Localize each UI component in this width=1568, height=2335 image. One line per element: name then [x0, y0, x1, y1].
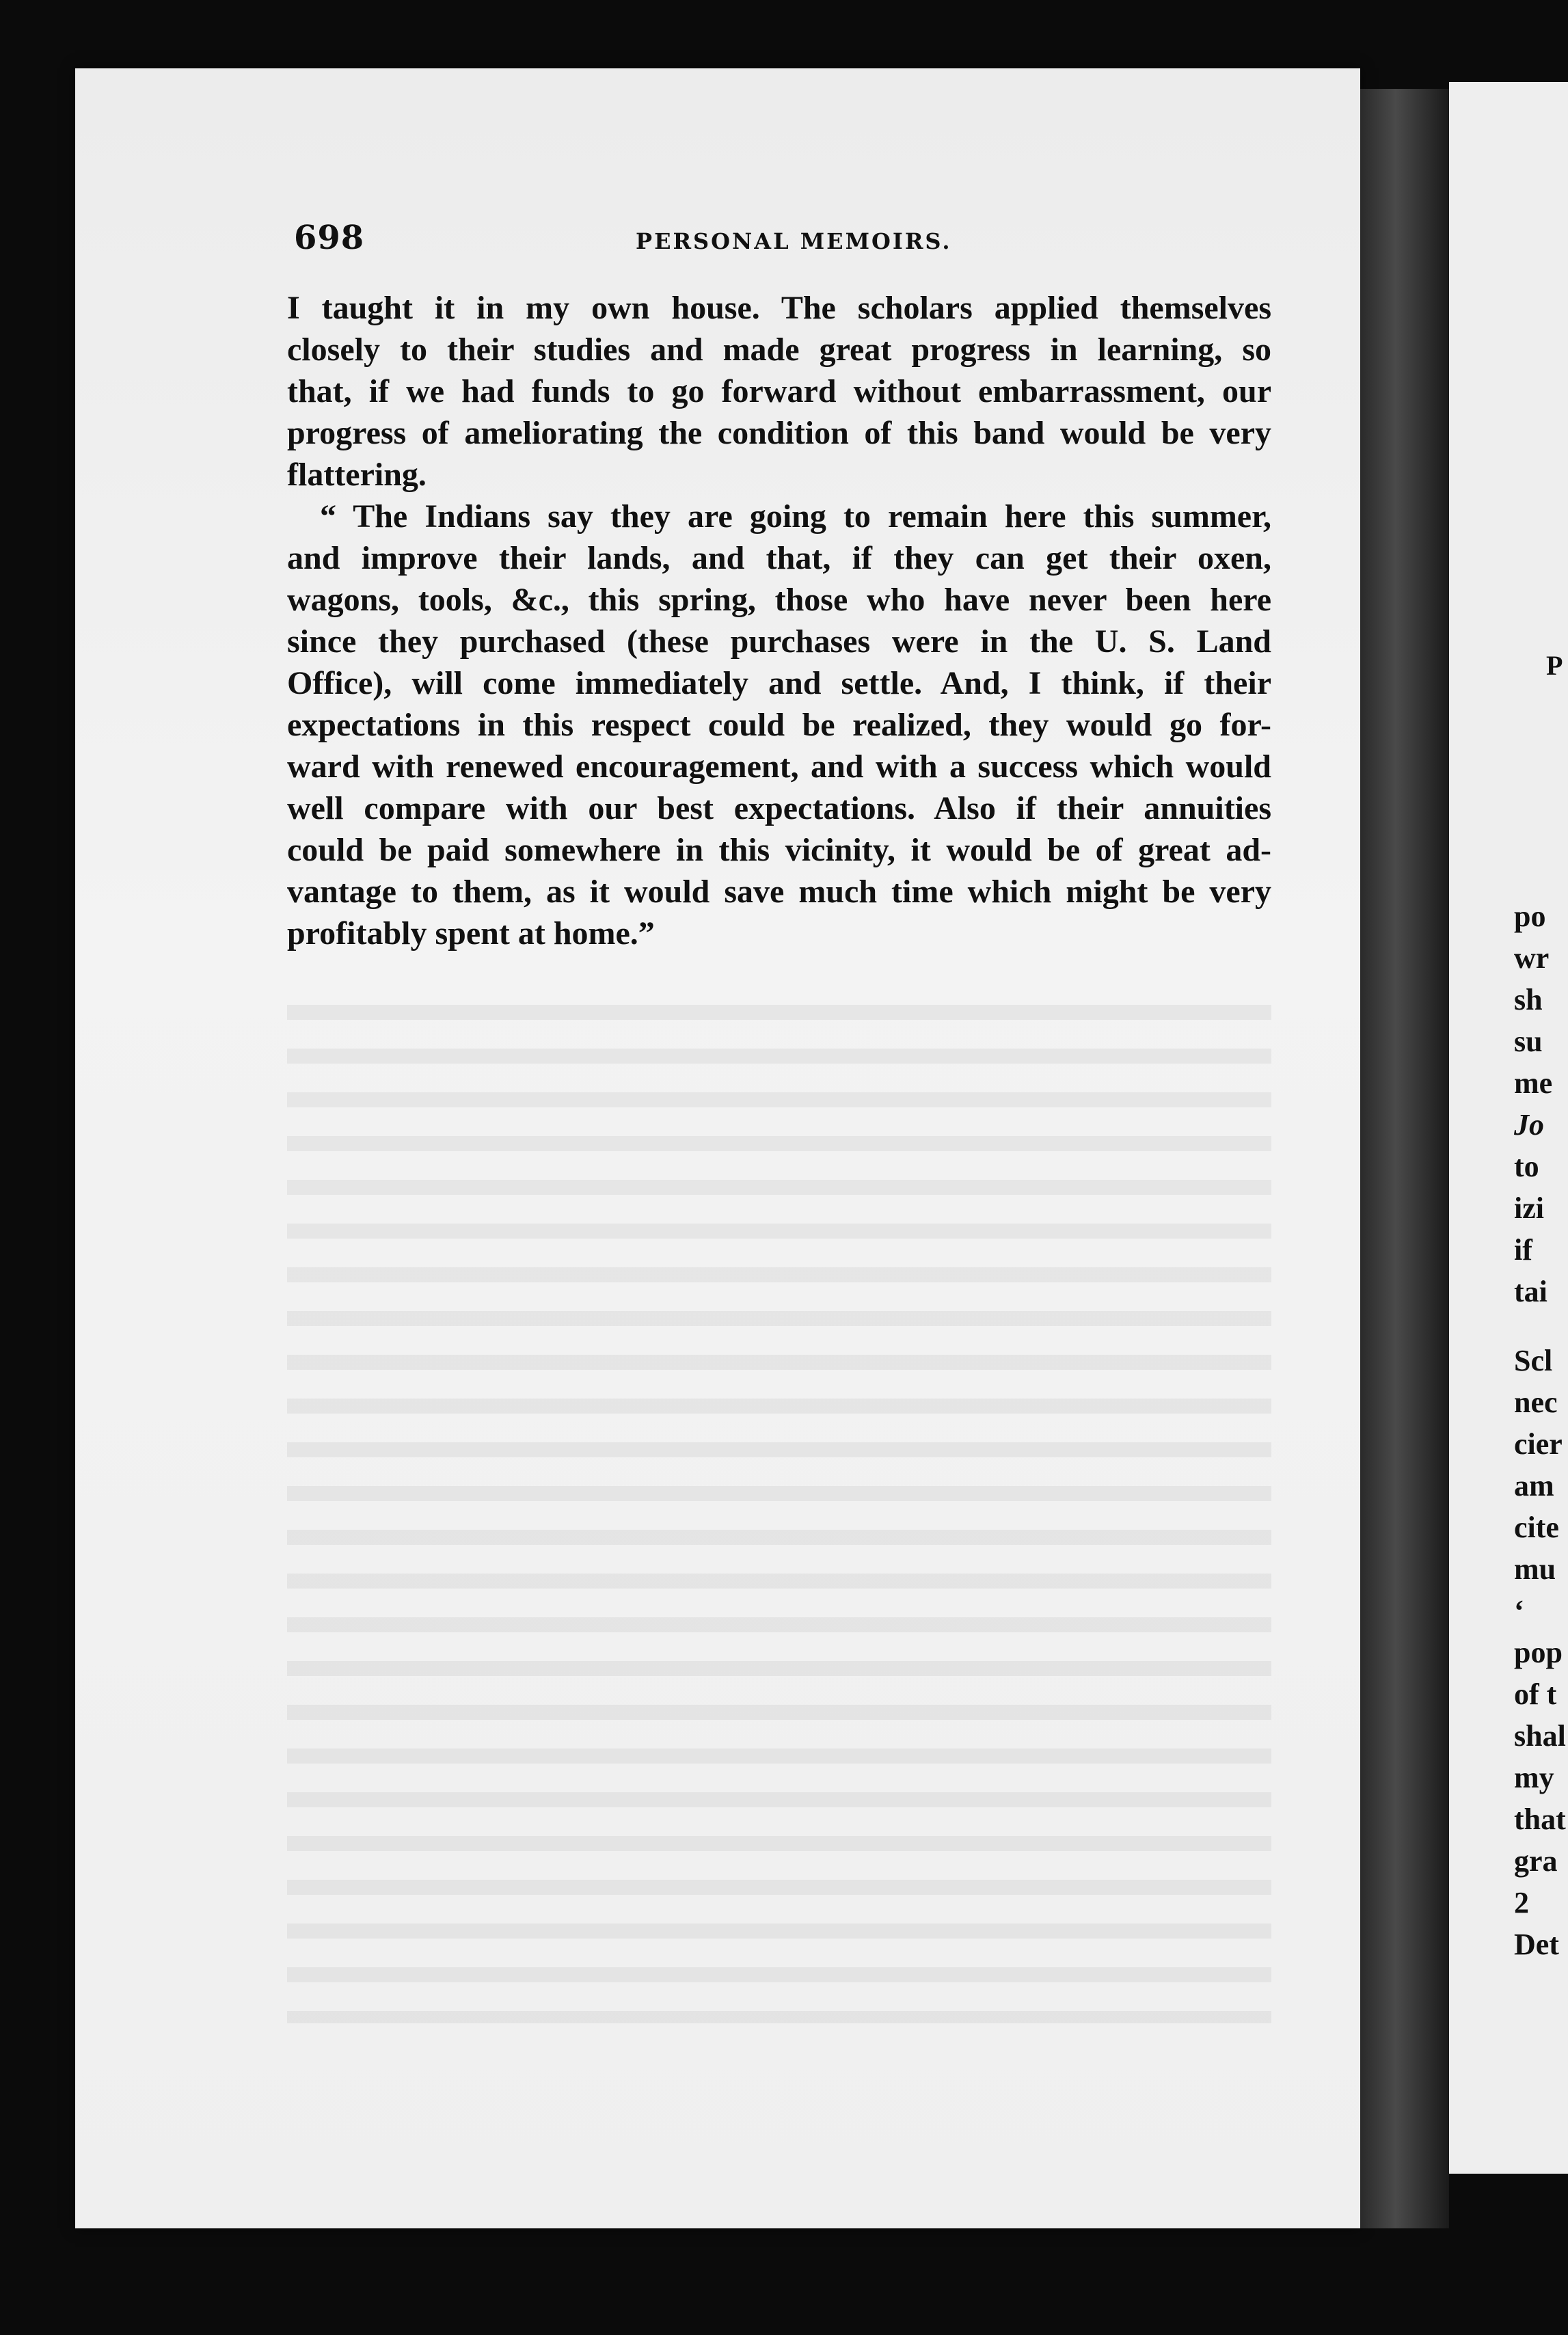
fragment: sh	[1514, 983, 1543, 1016]
text-line: “ The Indians say they are going to remain here this summer,	[320, 498, 1271, 535]
fragment: of t	[1514, 1677, 1557, 1711]
body-text	[287, 287, 1271, 954]
fragment: cier	[1514, 1427, 1563, 1461]
fragment: pop	[1514, 1636, 1563, 1669]
fragment: shal	[1514, 1719, 1566, 1753]
fragment: Det	[1514, 1928, 1559, 1961]
page-number: 698	[294, 219, 365, 257]
text-line: wagons, tools, &c., this spring, those who have never been here	[287, 582, 1271, 618]
right-page-fragments	[1514, 895, 1568, 1965]
fragment: nec	[1514, 1386, 1558, 1419]
text-line: ward with renewed encouragement, and with a success which would	[287, 748, 1271, 785]
fragment: my	[1514, 1761, 1554, 1794]
text-line: well compare with our best expectations. Also if their annuities	[287, 790, 1271, 826]
fragment: that	[1514, 1803, 1566, 1836]
book-gutter	[1360, 89, 1449, 2228]
text-line: expectations in this respect could be realized, they would go for-	[287, 707, 1271, 743]
text-line: closely to their studies and made great progress in learning, so	[287, 332, 1271, 368]
fragment: cite	[1514, 1511, 1559, 1544]
text-line: I taught it in my own house. The scholars applied themselves	[287, 290, 1271, 326]
fragment: tai	[1514, 1275, 1547, 1308]
fragment: izi	[1514, 1191, 1544, 1225]
text-line: vantage to them, as it would save much time which might be very	[287, 874, 1271, 910]
page-header	[294, 219, 1285, 267]
fragment: if	[1514, 1233, 1532, 1267]
text-line: and improve their lands, and that, if they can get their oxen,	[287, 540, 1271, 576]
fragment: Scl	[1514, 1344, 1553, 1377]
text-line: could be paid somewhere in this vicinity, it would be of great ad-	[287, 832, 1271, 868]
fragment: ‘	[1514, 1594, 1524, 1628]
text-line: progress of ameliorating the condition of this band would be very	[287, 415, 1271, 451]
fragment: to	[1514, 1150, 1539, 1183]
fragment: gra	[1514, 1844, 1558, 1878]
text-line: that, if we had funds to go forward without embarrassment, our	[287, 373, 1271, 409]
fragment: am	[1514, 1469, 1554, 1502]
fragment: 2	[1514, 1886, 1529, 1919]
text-line: since they purchased (these purchases were in the U. S. Land	[287, 623, 1271, 660]
text-line: Office), will come immediately and settle. And, I think, if their	[287, 665, 1271, 701]
text-line: profitably spent at home.”	[287, 915, 655, 951]
fragment: mu	[1514, 1552, 1556, 1586]
right-page-top-glyph: P	[1546, 650, 1563, 681]
fragment-gap	[1514, 1312, 1568, 1340]
fragment: Jo	[1514, 1108, 1544, 1142]
fragment: wr	[1514, 941, 1550, 975]
fragment: su	[1514, 1025, 1543, 1058]
fragment: po	[1514, 900, 1546, 933]
text-line: flattering.	[287, 457, 427, 493]
running-head: PERSONAL MEMOIRS.	[636, 228, 952, 254]
fragment: me	[1514, 1066, 1553, 1100]
bleed-through-text	[287, 984, 1271, 2023]
